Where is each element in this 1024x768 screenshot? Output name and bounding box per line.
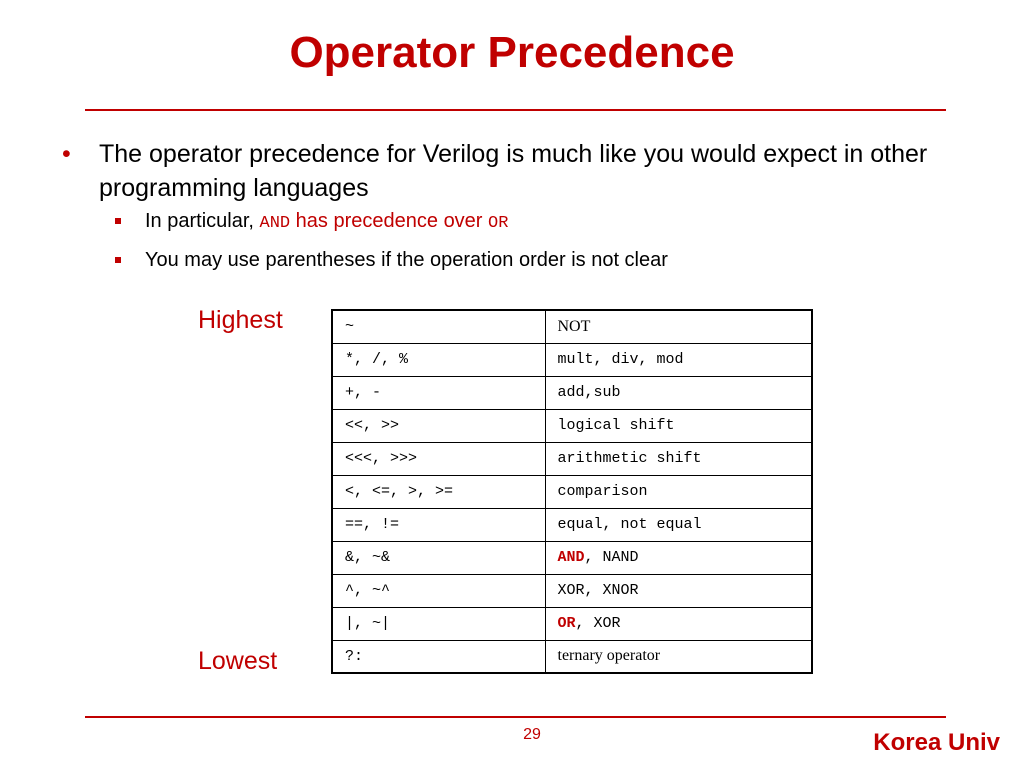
description-cell: equal, not equal xyxy=(545,508,812,541)
table-row xyxy=(332,409,812,442)
table-row xyxy=(332,343,812,376)
description-cell: add,sub xyxy=(545,376,812,409)
operator-cell: <<, >> xyxy=(332,409,545,442)
table-row xyxy=(332,475,812,508)
description-cell: comparison xyxy=(545,475,812,508)
operator-cell: +, - xyxy=(332,376,545,409)
table-row xyxy=(332,574,812,607)
table-row xyxy=(332,376,812,409)
description-cell xyxy=(545,607,812,640)
page-number: 29 xyxy=(523,726,541,743)
bullet-item xyxy=(62,137,962,205)
table-row xyxy=(332,541,812,574)
operator-cell: *, /, % xyxy=(332,343,545,376)
sub-bullet-prefix: In particular, xyxy=(145,210,260,232)
table-row xyxy=(332,310,812,343)
bullet-dot-icon: • xyxy=(62,140,71,168)
precedence-table xyxy=(331,309,813,674)
description-rest: , XOR xyxy=(575,615,621,632)
lowest-label: Lowest xyxy=(198,647,278,675)
brand-label: Korea Univ xyxy=(873,729,1000,756)
operator-cell: ==, != xyxy=(332,508,545,541)
description-cell: NOT xyxy=(545,310,812,343)
highlighted-operator: AND xyxy=(557,549,585,566)
square-bullet-icon xyxy=(115,218,121,224)
title-divider xyxy=(85,109,946,111)
sub-bullet-middle: has precedence over xyxy=(290,210,489,232)
operator-cell: ~ xyxy=(332,310,545,343)
table-row xyxy=(332,442,812,475)
description-rest: , NAND xyxy=(584,549,639,566)
operator-cell: ^, ~^ xyxy=(332,574,545,607)
sub-bullet-item xyxy=(62,246,962,275)
operator-cell: |, ~| xyxy=(332,607,545,640)
operator-cell: ?: xyxy=(332,640,545,673)
table-row xyxy=(332,607,812,640)
highest-label: Highest xyxy=(198,306,283,334)
square-bullet-icon xyxy=(115,257,121,263)
footer-divider xyxy=(85,716,946,718)
bullet-text: The operator precedence for Verilog is much like you would expect in other programming languages xyxy=(99,140,928,202)
description-cell: arithmetic shift xyxy=(545,442,812,475)
description-cell: logical shift xyxy=(545,409,812,442)
description-cell xyxy=(545,541,812,574)
description-cell: ternary operator xyxy=(545,640,812,673)
table-row xyxy=(332,640,812,673)
operator-cell: &, ~& xyxy=(332,541,545,574)
description-cell: mult, div, mod xyxy=(545,343,812,376)
or-keyword: OR xyxy=(488,214,509,233)
table-row xyxy=(332,508,812,541)
sub-bullet-item xyxy=(62,207,962,238)
operator-cell: <<<, >>> xyxy=(332,442,545,475)
highlighted-operator: OR xyxy=(557,615,576,632)
operator-cell: <, <=, >, >= xyxy=(332,475,545,508)
bullet-list xyxy=(62,137,962,275)
sub-bullet-text: You may use parentheses if the operation order is not clear xyxy=(145,249,668,271)
description-cell: XOR, XNOR xyxy=(545,574,812,607)
and-keyword: AND xyxy=(259,214,291,233)
slide-title: Operator Precedence xyxy=(289,28,735,77)
